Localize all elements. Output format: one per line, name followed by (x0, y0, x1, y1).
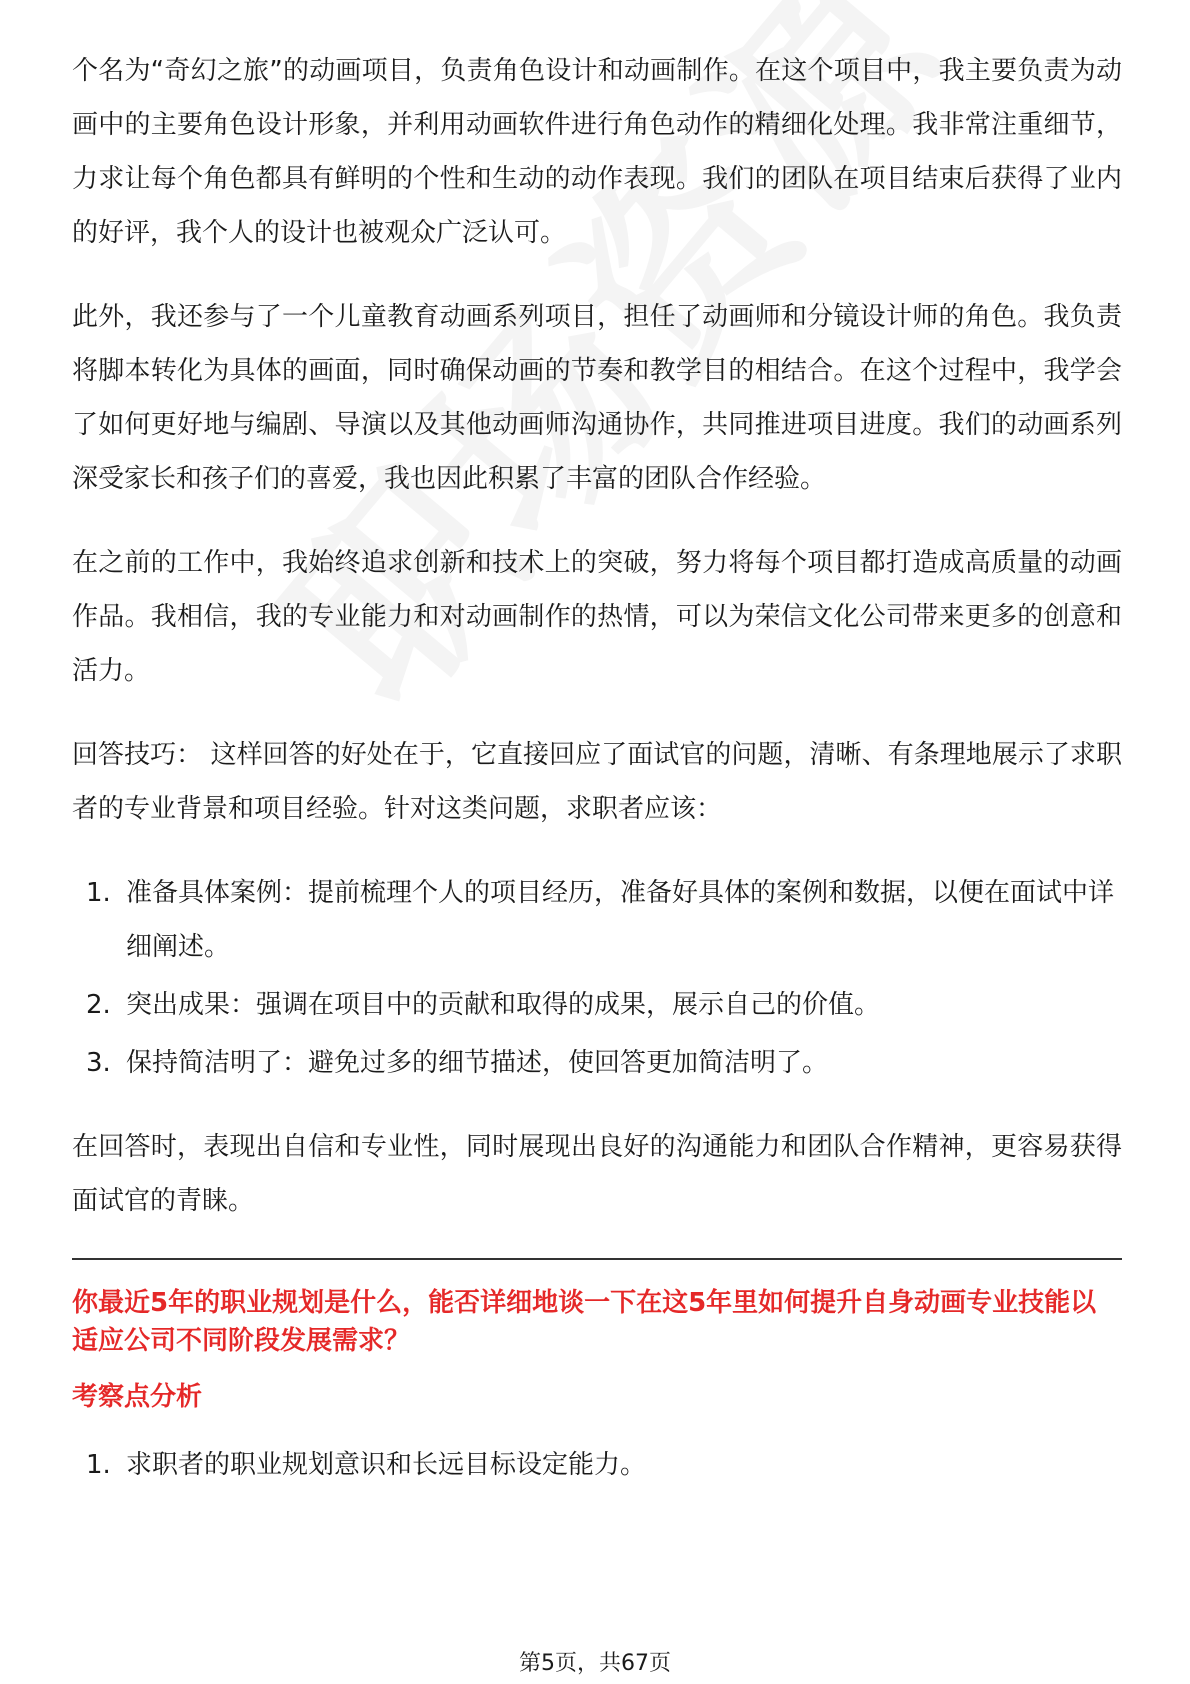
document-body (72, 44, 1122, 1522)
paragraph-innovation: 在之前的工作中，我始终追求创新和技术上的突破，努力将每个项目都打造成高质量的动画作品。我相信，我的专业能力和对动画制作的热情，可以为荣信文化公司带来更多的创意和活力。 (72, 548, 1122, 686)
analysis-list (72, 1438, 1122, 1492)
list-number: 3. (86, 1048, 111, 1078)
section-divider (72, 1258, 1122, 1260)
tips-list (72, 866, 1122, 1090)
list-item (72, 978, 1122, 1032)
list-item (72, 1036, 1122, 1090)
list-number: 1. (86, 878, 111, 908)
list-item-text: 突出成果：强调在项目中的贡献和取得的成果，展示自己的价值。 (126, 990, 881, 1020)
paragraph-project-fantasy: 个名为“奇幻之旅”的动画项目，负责角色设计和动画制作。在这个项目中，我主要负责为动画中的主要角色设计形象，并利用动画软件进行角色动作的精细化处理。我非常注重细节，力求让每个角色都具有鲜明的个性和生动的动作表现。我们的团队在项目结束后获得了业内的好评，我个人的设计也被观众广泛认可。 (72, 56, 1122, 248)
list-item (72, 866, 1122, 974)
list-item (72, 1438, 1122, 1492)
list-item-text: 保持简洁明了：避免过多的细节描述，使回答更加简洁明了。 (126, 1048, 829, 1078)
paragraph-closing: 在回答时，表现出自信和专业性，同时展现出良好的沟通能力和团队合作精神，更容易获得面试官的青睐。 (72, 1132, 1122, 1216)
paragraph-education-series: 此外，我还参与了一个儿童教育动画系列项目，担任了动画师和分镜设计师的角色。我负责将脚本转化为具体的画面，同时确保动画的节奏和教学目的相结合。在这个过程中，我学会了如何更好地与编剧、导演以及其他动画师沟通协作，共同推进项目进度。我们的动画系列深受家长和孩子们的喜爱，我也因此积累了丰富的团队合作经验。 (72, 302, 1122, 494)
paragraph-answer-tips: 回答技巧： 这样回答的好处在于，它直接回应了面试官的问题，清晰、有条理地展示了求职者的专业背景和项目经验。针对这类问题，求职者应该： (72, 740, 1122, 824)
page-footer: 第5页，共67页 (519, 1651, 671, 1676)
list-item-text: 准备具体案例：提前梳理个人的项目经历，准备好具体的案例和数据，以便在面试中详细阐述。 (126, 878, 1115, 962)
interview-question: 你最近5年的职业规划是什么，能否详细地谈一下在这5年里如何提升自身动画专业技能以适应公司不同阶段发展需求？ (72, 1288, 1097, 1356)
list-item-text: 求职者的职业规划意识和长远目标设定能力。 (126, 1450, 647, 1480)
list-number: 2. (86, 990, 111, 1020)
list-number: 1. (86, 1450, 111, 1480)
analysis-heading: 考察点分析 (72, 1382, 203, 1412)
